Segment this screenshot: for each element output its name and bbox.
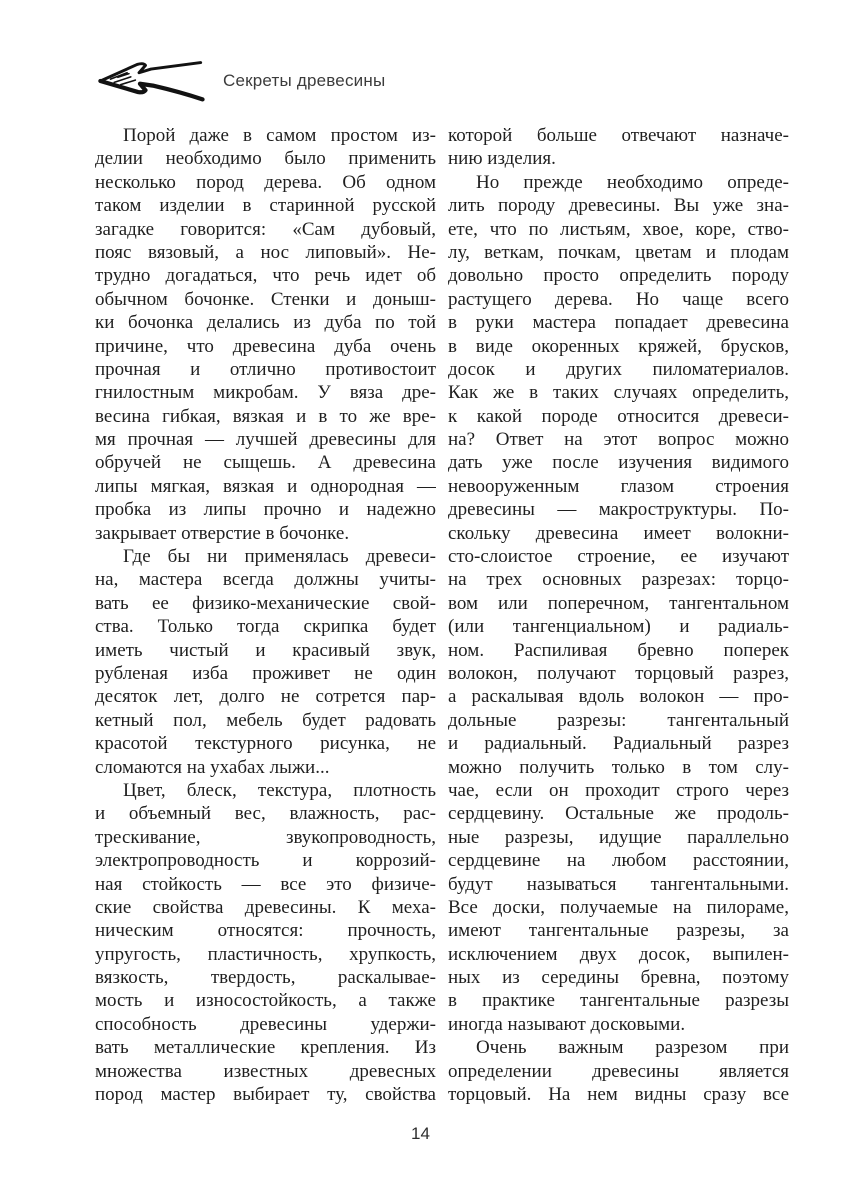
text-line: пород мастер выбирает ту, свойства <box>95 1084 436 1106</box>
text-line: десяток лет, долго не сотрется пар- <box>95 686 436 708</box>
text-line: Как же в таких случаях определить, <box>448 382 789 404</box>
text-line: трескивание, звукопроводность, <box>95 826 436 848</box>
text-line: загадке говорится: «Сам дубовый, <box>95 218 436 240</box>
text-line: растущего дерева. Но чаще всего <box>448 288 789 310</box>
text-line: торцовый. На нем видны сразу все <box>448 1084 789 1106</box>
text-line: и объемный вес, влажность, рас- <box>95 803 436 825</box>
text-line: невооруженным глазом строения <box>448 475 789 497</box>
text-line: упругость, пластичность, хрупкость, <box>95 943 436 965</box>
text-line: ства. Только тогда скрипка будет <box>95 616 436 638</box>
text-line: способность древесины удержи- <box>95 1013 436 1035</box>
text-line: на? Ответ на этот вопрос можно <box>448 429 789 451</box>
text-line: таком изделии в старинной русской <box>95 195 436 217</box>
text-line: Очень важным разрезом при <box>476 1037 789 1059</box>
text-line: пояс вязовый, а нос липовый». Не- <box>95 241 436 263</box>
text-line: имеют тангентальные разрезы, за <box>448 920 789 942</box>
text-line: несколько пород дерева. Об одном <box>95 171 436 193</box>
text-column-right <box>448 124 789 1106</box>
text-line: обручей не сыщешь. А древесина <box>95 452 436 474</box>
page-header <box>95 56 385 106</box>
text-line: ническим относятся: прочность, <box>95 920 436 942</box>
page-number: 14 <box>411 1124 430 1143</box>
text-line: нию изделия. <box>448 148 556 170</box>
text-line: лить породу древесины. Вы уже зна- <box>448 195 789 217</box>
text-line: иногда называют досковыми. <box>448 1013 686 1035</box>
text-line: в виде окоренных кряжей, брусков, <box>448 335 789 357</box>
running-head-title: Секреты древесины <box>223 71 386 90</box>
text-line: дольные разрезы: тангентальный <box>448 709 789 731</box>
text-line: вязкость, твердость, раскалывае- <box>95 967 436 989</box>
text-line: ские свойства древесины. К меха- <box>95 896 436 918</box>
text-line: Порой даже в самом простом из- <box>123 125 436 146</box>
text-line: на трех основных разрезах: торцо- <box>448 569 789 591</box>
text-line: причине, что древесина дуба очень <box>95 335 436 357</box>
text-line: вать металлические крепления. Из <box>95 1037 436 1059</box>
text-line: Цвет, блеск, текстура, плотность <box>123 779 436 801</box>
text-line: сто-слоистое строение, ее изучают <box>448 546 789 568</box>
text-line: исключением двух досок, выпилен- <box>448 943 789 965</box>
text-line: чае, если он проходит строго через <box>448 779 789 801</box>
text-line: определении древесины является <box>448 1060 789 1082</box>
text-line: на, мастера всегда должны учиты- <box>95 569 436 591</box>
text-line: дать уже после изучения видимого <box>448 452 789 474</box>
text-line: волокон, получают торцовый разрез, <box>448 662 789 684</box>
text-line: вом или поперечном, тангентальном <box>448 592 789 614</box>
text-line: электропроводность и коррозий- <box>95 850 436 872</box>
text-line: к какой породе относится древеси- <box>448 405 789 427</box>
text-line: ная стойкость — все это физиче- <box>95 873 436 895</box>
text-line: можно получить только в том слу- <box>448 756 789 778</box>
text-line: сломаются на ухабах лыжи... <box>95 756 330 778</box>
text-line: в руки мастера попадает древесина <box>448 312 789 334</box>
text-line: пробка из липы прочно и надежно <box>95 499 436 521</box>
text-line: ки бочонка делались из дуба по той <box>95 312 436 334</box>
text-line: скольку древесина имеет волокни- <box>448 522 789 544</box>
text-line: прочная и отлично противостоит <box>95 358 436 380</box>
text-line: Но прежде необходимо опреде- <box>476 171 789 193</box>
text-line: множества известных древесных <box>95 1060 436 1082</box>
text-column-left <box>95 124 436 1106</box>
text-line: сердцевине на любом расстоянии, <box>448 850 789 872</box>
text-line: липы мягкая, вязкая и однородная — <box>95 475 436 497</box>
text-line: мость и износостойкость, а также <box>95 990 436 1012</box>
text-line: древесины — макроструктуры. По- <box>448 499 789 521</box>
text-line: и радиальный. Радиальный разрез <box>448 733 789 755</box>
text-line: Все доски, получаемые на пилораме, <box>448 896 789 918</box>
text-line: ные разрезы, идущие параллельно <box>448 826 789 848</box>
text-line: делии необходимо было применить <box>95 148 436 170</box>
text-line: а раскалывая вдоль волокон — про- <box>448 686 789 708</box>
text-line: весина гибкая, вязкая и в то же вре- <box>95 405 436 427</box>
text-line: которой больше отвечают назначе- <box>448 125 789 146</box>
text-line: лу, веткам, почкам, цветам и плодам <box>448 241 789 263</box>
text-line: сердцевину. Остальные же продоль- <box>448 803 789 825</box>
text-line: (или тангенциальном) и радиаль- <box>448 616 789 638</box>
text-line: закрывает отверстие в бочонке. <box>95 522 350 544</box>
text-line: в практике тангентальные разрезы <box>448 990 789 1012</box>
text-line: иметь чистый и красивый звук, <box>95 639 436 661</box>
text-line: вать ее физико-механические свой- <box>95 592 436 614</box>
text-line: мя прочная — лучшей древесины для <box>95 429 436 451</box>
text-line: Где бы ни применялась древеси- <box>123 546 436 568</box>
arrow-left-sketch-icon <box>95 58 207 104</box>
text-line: довольно просто определить породу <box>448 265 789 287</box>
text-line: трудно догадаться, что речь идет об <box>95 265 436 287</box>
text-line: кетный пол, мебель будет радовать <box>95 709 436 731</box>
text-line: красотой текстурного рисунка, не <box>95 733 436 755</box>
text-line: гнилостным микробам. У вяза дре- <box>95 382 436 404</box>
text-line: ном. Распиливая бревно поперек <box>448 639 789 661</box>
text-line: будут называться тангентальными. <box>448 873 789 895</box>
text-line: досок и других пиломатериалов. <box>448 358 789 380</box>
text-line: ных из середины бревна, поэтому <box>448 967 789 989</box>
text-line: обычном бочонке. Стенки и доныш- <box>95 288 436 310</box>
text-line: рубленая изба проживет не один <box>95 662 436 684</box>
text-line: ете, что по листьям, хвое, коре, ство- <box>448 218 789 240</box>
